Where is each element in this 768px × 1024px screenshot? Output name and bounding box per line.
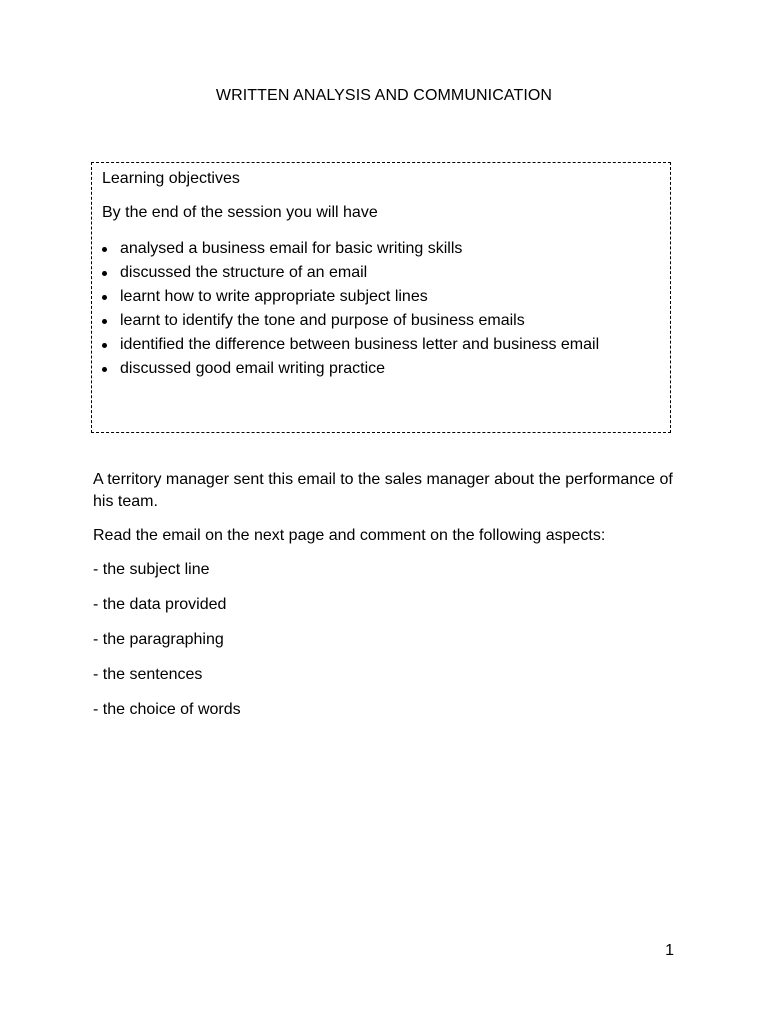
bullet-icon (102, 319, 107, 324)
objective-text: analysed a business email for basic writing skills (120, 240, 463, 257)
bullet-icon (102, 295, 107, 300)
aspect-item: - the paragraphing (93, 631, 224, 648)
objectives-intro: By the end of the session you will have (102, 204, 378, 221)
instruction-paragraph: Read the email on the next page and comment on the following aspects: (93, 527, 606, 544)
objective-item (102, 287, 599, 311)
objective-item (102, 335, 599, 359)
aspect-item: - the data provided (93, 596, 227, 613)
bullet-icon (102, 343, 107, 348)
objective-text: learnt to identify the tone and purpose of business emails (120, 312, 525, 329)
objective-text: discussed the structure of an email (120, 264, 368, 281)
body-section (93, 469, 683, 734)
aspect-item: - the choice of words (93, 701, 241, 718)
intro-paragraph: A territory manager sent this email to the sales manager about the performance of his team. (93, 471, 673, 510)
objective-text: discussed good email writing practice (120, 360, 386, 377)
bullet-icon (102, 271, 107, 276)
objectives-heading: Learning objectives (102, 170, 240, 187)
objective-text: learnt how to write appropriate subject lines (120, 288, 428, 305)
aspect-item: - the subject line (93, 561, 210, 578)
objective-item (102, 239, 599, 263)
objective-item (102, 359, 599, 383)
objective-item (102, 311, 599, 335)
objective-text: identified the difference between business letter and business email (120, 336, 600, 353)
page-number: 1 (665, 942, 674, 959)
objective-item (102, 263, 599, 287)
page-title: WRITTEN ANALYSIS AND COMMUNICATION (215, 87, 553, 104)
bullet-icon (102, 367, 107, 372)
objectives-list (102, 239, 599, 383)
aspect-item: - the sentences (93, 666, 203, 683)
learning-objectives-box (91, 162, 671, 433)
bullet-icon (102, 247, 107, 252)
